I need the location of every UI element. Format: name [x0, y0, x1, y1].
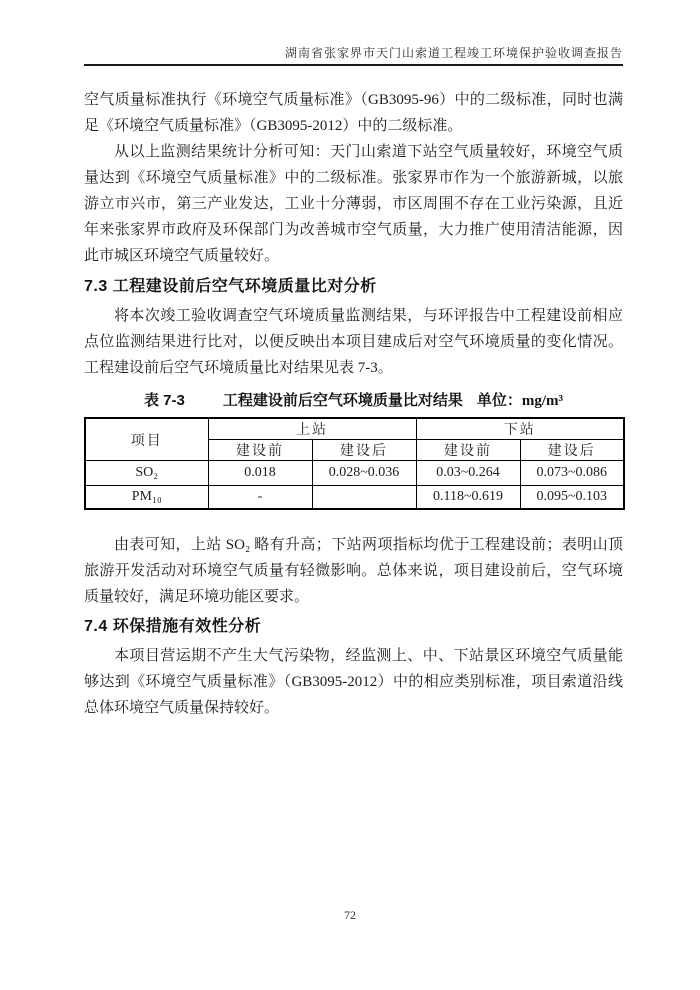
table-header-lower-station: 下站 [416, 418, 624, 440]
row-label-pm10: PM₁₀ [85, 486, 208, 510]
paragraph-table-conclusion: 由表可知，上站 SO₂ 略有升高；下站两项指标均优于工程建设前；表明山顶旅游开发活动对环境空气质量有轻微影响。总体来说，项目建设前后，空气环境质量较好，满足环境功能区要求。 [84, 537, 623, 605]
table-caption-title: 工程建设前后空气环境质量比对结果 [222, 392, 463, 409]
table-header-lower-after: 建设后 [520, 440, 624, 461]
table-header-lower-before: 建设前 [416, 440, 520, 461]
row-label-so2: SO₂ [85, 461, 208, 486]
page-header [84, 46, 623, 66]
table-header-row-groups [85, 418, 624, 440]
table-header-upper-before: 建设前 [208, 440, 312, 461]
paragraph-monitoring-analysis: 从以上监测结果统计分析可知：天门山索道下站空气质量较好，环境空气质量达到《环境空气质量标准》中的二级标准。张家界市作为一个旅游新城，以旅游立市兴市，第三产业发达，工业十分薄弱，市区周围不存在工业污染源，且近年来张家界市政府及环保部门为改善城市空气质量，大力推广使用清洁能源，因此市城区环境空气质量较好。 [84, 144, 623, 264]
table-caption [84, 390, 623, 412]
pm10-upper-before-value: - [208, 486, 312, 510]
pm10-lower-before-value: 0.118~0.619 [416, 486, 520, 510]
page-number: 72 [344, 908, 356, 922]
so2-upper-before-value: 0.018 [208, 461, 312, 486]
so2-lower-before-value: 0.03~0.264 [416, 461, 520, 486]
so2-upper-after-value: 0.028~0.036 [312, 461, 416, 486]
table-row-so2 [85, 461, 624, 486]
pm10-lower-after-value: 0.095~0.103 [520, 486, 624, 510]
table-caption-label: 表 7-3 [143, 392, 185, 409]
page-body [84, 87, 623, 721]
pm10-upper-after-value [312, 486, 416, 510]
table-header-upper-after: 建设后 [312, 440, 416, 461]
paragraph-air-quality-standard: 空气质量标准执行《环境空气质量标准》（GB3095-96）中的二级标准，同时也满足《环境空气质量标准》（GB3095-2012）中的二级标准。 [84, 92, 623, 134]
table-header-item: 项目 [85, 418, 208, 461]
paragraph-comparison-intro: 将本次竣工验收调查空气环境质量监测结果，与环评报告中工程建设前相应点位监测结果进行比对，以便反映出本项目建成后对空气环境质量的变化情况。工程建设前后空气环境质量比对结果见表 7-3。 [84, 308, 623, 376]
table-row-pm10 [85, 486, 624, 510]
table-header-upper-station: 上站 [208, 418, 416, 440]
comparison-table [84, 417, 625, 510]
header-rule [84, 64, 623, 66]
paragraph-effectiveness: 本项目营运期不产生大气污染物，经监测上、中、下站景区环境空气质量能够达到《环境空气质量标准》（GB3095-2012）中的相应类别标准，项目索道沿线总体环境空气质量保持较好。 [84, 648, 623, 716]
table-caption-unit: 单位：mg/m³ [476, 393, 564, 409]
section-heading-7-4: 7.4 环保措施有效性分析 [84, 618, 262, 635]
section-heading-7-3: 7.3 工程建设前后空气环境质量比对分析 [84, 278, 377, 295]
running-header-title: 湖南省张家界市天门山索道工程竣工环境保护验收调查报告 [284, 46, 623, 60]
so2-lower-after-value: 0.073~0.086 [520, 461, 624, 486]
